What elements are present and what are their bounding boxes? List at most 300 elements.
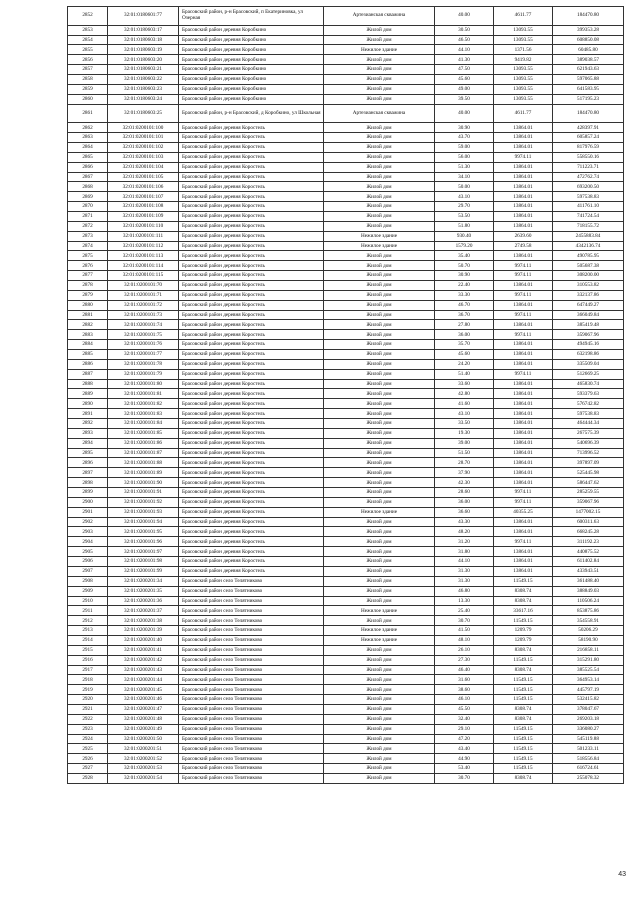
row-number-cell: 2927 bbox=[68, 764, 108, 774]
table-row bbox=[68, 596, 624, 606]
area-cell: 46.80 bbox=[435, 586, 494, 596]
cadastral-number-cell: 32:01:0200101:79 bbox=[108, 369, 179, 379]
cadastral-number-cell: 32:01:0200101:107 bbox=[108, 192, 179, 202]
address-cell: Брасовский район село Телятниково bbox=[179, 744, 324, 754]
address-cell: Брасовский район село Телятниково bbox=[179, 645, 324, 655]
cadastral-number-cell: 32:01:0200101:81 bbox=[108, 389, 179, 399]
table-row bbox=[68, 714, 624, 724]
address-cell: Брасовский район деревня Коростель bbox=[179, 557, 324, 567]
object-type-cell: Жилой дом bbox=[324, 340, 435, 350]
cadastral-value-cell: 517195.23 bbox=[553, 94, 624, 104]
row-number-cell: 2901 bbox=[68, 507, 108, 517]
cadastral-number-cell: 32:01:0200101:78 bbox=[108, 359, 179, 369]
address-cell: Брасовский район деревня Коростель bbox=[179, 350, 324, 360]
row-number-cell: 2892 bbox=[68, 419, 108, 429]
unit-value-cell: 11549.15 bbox=[494, 764, 553, 774]
cadastral-value-cell: 505687.38 bbox=[553, 261, 624, 271]
address-cell: Брасовский район деревня Коростель bbox=[179, 192, 324, 202]
row-number-cell: 2881 bbox=[68, 310, 108, 320]
area-cell: 59.00 bbox=[435, 142, 494, 152]
row-number-cell: 2912 bbox=[68, 616, 108, 626]
address-cell: Брасовский район, р-н Брасовский, п Екатериновка, ул Озерная bbox=[179, 7, 324, 26]
cadastral-value-cell: 364953.14 bbox=[553, 675, 624, 685]
unit-value-cell: 13864.01 bbox=[494, 389, 553, 399]
unit-value-cell: 13864.01 bbox=[494, 458, 553, 468]
row-number-cell: 2895 bbox=[68, 448, 108, 458]
cadastral-value-cell: 597065.88 bbox=[553, 74, 624, 84]
table-row bbox=[68, 764, 624, 774]
object-type-cell: Жилой дом bbox=[324, 84, 435, 94]
row-number-cell: 2870 bbox=[68, 202, 108, 212]
cadastral-number-cell: 32:01:0200101:73 bbox=[108, 310, 179, 320]
unit-value-cell: 13864.01 bbox=[494, 547, 553, 557]
address-cell: Брасовский район село Телятниково bbox=[179, 655, 324, 665]
address-cell: Брасовский район деревня Коростель bbox=[179, 409, 324, 419]
table-row bbox=[68, 241, 624, 251]
row-number-cell: 2867 bbox=[68, 172, 108, 182]
address-cell: Брасовский район село Телятниково bbox=[179, 606, 324, 616]
row-number-cell: 2924 bbox=[68, 734, 108, 744]
cadastral-value-cell: 512669.25 bbox=[553, 369, 624, 379]
unit-value-cell: 13093.55 bbox=[494, 84, 553, 94]
object-type-cell: Артезианская скважина bbox=[324, 104, 435, 123]
table-row bbox=[68, 734, 624, 744]
unit-value-cell: 1209.79 bbox=[494, 626, 553, 636]
table-row bbox=[68, 162, 624, 172]
cadastral-number-cell: 32:01:0200101:85 bbox=[108, 428, 179, 438]
address-cell: Брасовский район деревня Коробкино bbox=[179, 84, 324, 94]
cadastral-value-cell: 608850.08 bbox=[553, 35, 624, 45]
area-cell: 27.80 bbox=[435, 320, 494, 330]
cadastral-value-cell: 853875.86 bbox=[553, 606, 624, 616]
area-cell: 33.50 bbox=[435, 419, 494, 429]
address-cell: Брасовский район деревня Коростель bbox=[179, 202, 324, 212]
object-type-cell: Жилой дом bbox=[324, 211, 435, 221]
address-cell: Брасовский район деревня Коробкино bbox=[179, 74, 324, 84]
unit-value-cell: 11549.15 bbox=[494, 685, 553, 695]
row-number-cell: 2899 bbox=[68, 488, 108, 498]
object-type-cell: Жилой дом bbox=[324, 359, 435, 369]
cadastral-value-cell: 310553.82 bbox=[553, 281, 624, 291]
object-type-cell: Жилой дом bbox=[324, 399, 435, 409]
cadastral-value-cell: 464444.34 bbox=[553, 419, 624, 429]
unit-value-cell: 9974.11 bbox=[494, 488, 553, 498]
object-type-cell: Нежилое здание bbox=[324, 606, 435, 616]
address-cell: Брасовский район деревня Коростель bbox=[179, 271, 324, 281]
address-cell: Брасовский район село Телятниково bbox=[179, 626, 324, 636]
unit-value-cell: 11549.15 bbox=[494, 616, 553, 626]
table-row bbox=[68, 261, 624, 271]
table-row bbox=[68, 635, 624, 645]
area-cell: 45.60 bbox=[435, 350, 494, 360]
unit-value-cell: 13864.01 bbox=[494, 133, 553, 143]
unit-value-cell: 13864.01 bbox=[494, 221, 553, 231]
table-row bbox=[68, 537, 624, 547]
unit-value-cell: 8308.74 bbox=[494, 596, 553, 606]
object-type-cell: Жилой дом bbox=[324, 25, 435, 35]
row-number-cell: 2882 bbox=[68, 320, 108, 330]
cadastral-value-cell: 311192.23 bbox=[553, 537, 624, 547]
cadastral-value-cell: 490785.95 bbox=[553, 251, 624, 261]
area-cell: 30.70 bbox=[435, 616, 494, 626]
cadastral-value-cell: 621943.63 bbox=[553, 65, 624, 75]
table-row bbox=[68, 271, 624, 281]
table-row bbox=[68, 517, 624, 527]
cadastral-value-cell: 713996.52 bbox=[553, 448, 624, 458]
area-cell: 30.50 bbox=[435, 25, 494, 35]
area-cell: 32.40 bbox=[435, 714, 494, 724]
unit-value-cell: 13864.01 bbox=[494, 340, 553, 350]
cadastral-value-cell: 60485.80 bbox=[553, 45, 624, 55]
unit-value-cell: 13864.01 bbox=[494, 517, 553, 527]
unit-value-cell: 13864.01 bbox=[494, 478, 553, 488]
table-row bbox=[68, 330, 624, 340]
cadastral-number-cell: 32:01:0200101:82 bbox=[108, 399, 179, 409]
object-type-cell: Жилой дом bbox=[324, 162, 435, 172]
area-cell: 930.40 bbox=[435, 231, 494, 241]
table-row bbox=[68, 468, 624, 478]
table-row bbox=[68, 172, 624, 182]
unit-value-cell: 4611.77 bbox=[494, 104, 553, 123]
address-cell: Брасовский район деревня Коробкино bbox=[179, 25, 324, 35]
object-type-cell: Жилой дом bbox=[324, 685, 435, 695]
cadastral-value-cell: 600311.63 bbox=[553, 517, 624, 527]
unit-value-cell: 11549.15 bbox=[494, 695, 553, 705]
unit-value-cell: 33617.16 bbox=[494, 606, 553, 616]
unit-value-cell: 9974.11 bbox=[494, 152, 553, 162]
object-type-cell: Жилой дом bbox=[324, 65, 435, 75]
area-cell: 28.60 bbox=[435, 488, 494, 498]
row-number-cell: 2897 bbox=[68, 468, 108, 478]
row-number-cell: 2873 bbox=[68, 231, 108, 241]
row-number-cell: 2893 bbox=[68, 428, 108, 438]
object-type-cell: Жилой дом bbox=[324, 74, 435, 84]
address-cell: Брасовский район село Телятниково bbox=[179, 724, 324, 734]
cadastral-number-cell: 32:01:0180601:77 bbox=[108, 7, 179, 26]
row-number-cell: 2862 bbox=[68, 123, 108, 133]
object-type-cell: Жилой дом bbox=[324, 330, 435, 340]
unit-value-cell: 11549.15 bbox=[494, 675, 553, 685]
cadastral-number-cell: 32:01:0200201:54 bbox=[108, 773, 179, 783]
cadastral-value-cell: 308200.00 bbox=[553, 271, 624, 281]
object-type-cell: Жилой дом bbox=[324, 744, 435, 754]
object-type-cell: Жилой дом bbox=[324, 557, 435, 567]
area-cell: 36.00 bbox=[435, 497, 494, 507]
row-number-cell: 2861 bbox=[68, 104, 108, 123]
area-cell: 27.30 bbox=[435, 655, 494, 665]
cadastral-value-cell: 388849.03 bbox=[553, 586, 624, 596]
object-type-cell: Жилой дом bbox=[324, 645, 435, 655]
object-type-cell: Жилой дом bbox=[324, 369, 435, 379]
cadastral-number-cell: 32:01:0200201:36 bbox=[108, 596, 179, 606]
row-number-cell: 2885 bbox=[68, 350, 108, 360]
area-cell: 38.60 bbox=[435, 685, 494, 695]
cadastral-number-cell: 32:01:0200101:75 bbox=[108, 330, 179, 340]
address-cell: Брасовский район село Телятниково bbox=[179, 685, 324, 695]
address-cell: Брасовский район деревня Коростель bbox=[179, 478, 324, 488]
address-cell: Брасовский район деревня Коростель bbox=[179, 537, 324, 547]
address-cell: Брасовский район деревня Коростель bbox=[179, 389, 324, 399]
cadastral-number-cell: 32:01:0200201:43 bbox=[108, 665, 179, 675]
table-row bbox=[68, 675, 624, 685]
object-type-cell: Жилой дом bbox=[324, 379, 435, 389]
cadastral-value-cell: 359067.96 bbox=[553, 330, 624, 340]
table-row bbox=[68, 724, 624, 734]
table-row bbox=[68, 45, 624, 55]
cadastral-number-cell: 32:01:0200201:49 bbox=[108, 724, 179, 734]
address-cell: Брасовский район деревня Коростель bbox=[179, 211, 324, 221]
table-row bbox=[68, 566, 624, 576]
table-row bbox=[68, 547, 624, 557]
cadastral-number-cell: 32:01:0200201:52 bbox=[108, 754, 179, 764]
object-type-cell: Жилой дом bbox=[324, 566, 435, 576]
unit-value-cell: 13864.01 bbox=[494, 320, 553, 330]
address-cell: Брасовский район деревня Коростель bbox=[179, 448, 324, 458]
row-number-cell: 2856 bbox=[68, 55, 108, 65]
address-cell: Брасовский район деревня Коростель bbox=[179, 330, 324, 340]
cadastral-number-cell: 32:01:0200201:51 bbox=[108, 744, 179, 754]
area-cell: 31.60 bbox=[435, 675, 494, 685]
cadastral-value-cell: 255078.32 bbox=[553, 773, 624, 783]
object-type-cell: Жилой дом bbox=[324, 458, 435, 468]
address-cell: Брасовский район деревня Коростель bbox=[179, 221, 324, 231]
area-cell: 47.20 bbox=[435, 734, 494, 744]
area-cell: 29.10 bbox=[435, 724, 494, 734]
area-cell: 43.40 bbox=[435, 744, 494, 754]
cadastral-value-cell: 389038.57 bbox=[553, 55, 624, 65]
table-row bbox=[68, 300, 624, 310]
address-cell: Брасовский район деревня Коростель bbox=[179, 428, 324, 438]
cadastral-value-cell: 597538.83 bbox=[553, 192, 624, 202]
unit-value-cell: 13864.01 bbox=[494, 350, 553, 360]
cadastral-number-cell: 32:01:0200201:37 bbox=[108, 606, 179, 616]
area-cell: 44.10 bbox=[435, 45, 494, 55]
cadastral-value-cell: 385525.54 bbox=[553, 665, 624, 675]
object-type-cell: Жилой дом bbox=[324, 192, 435, 202]
address-cell: Брасовский район деревня Коростель bbox=[179, 241, 324, 251]
object-type-cell: Жилой дом bbox=[324, 94, 435, 104]
address-cell: Брасовский район село Телятниково bbox=[179, 576, 324, 586]
object-type-cell: Жилой дом bbox=[324, 655, 435, 665]
unit-value-cell: 13864.01 bbox=[494, 142, 553, 152]
row-number-cell: 2891 bbox=[68, 409, 108, 419]
table-row bbox=[68, 55, 624, 65]
unit-value-cell: 1371.56 bbox=[494, 45, 553, 55]
unit-value-cell: 13864.01 bbox=[494, 281, 553, 291]
unit-value-cell: 8308.74 bbox=[494, 586, 553, 596]
row-number-cell: 2922 bbox=[68, 714, 108, 724]
unit-value-cell: 9974.11 bbox=[494, 310, 553, 320]
cadastral-value-cell: 216858.11 bbox=[553, 645, 624, 655]
object-type-cell: Жилой дом bbox=[324, 202, 435, 212]
address-cell: Брасовский район деревня Коробкино bbox=[179, 94, 324, 104]
area-cell: 41.30 bbox=[435, 55, 494, 65]
area-cell: 39.50 bbox=[435, 94, 494, 104]
cadastral-number-cell: 32:01:0200101:113 bbox=[108, 251, 179, 261]
table-row bbox=[68, 133, 624, 143]
object-type-cell: Жилой дом bbox=[324, 123, 435, 133]
row-number-cell: 2857 bbox=[68, 65, 108, 75]
area-cell: 46.50 bbox=[435, 35, 494, 45]
row-number-cell: 2880 bbox=[68, 300, 108, 310]
table-row bbox=[68, 104, 624, 123]
cadastral-number-cell: 32:01:0200101:111 bbox=[108, 231, 179, 241]
address-cell: Брасовский район деревня Коростель bbox=[179, 468, 324, 478]
cadastral-value-cell: 433943.51 bbox=[553, 566, 624, 576]
object-type-cell: Нежилое здание bbox=[324, 241, 435, 251]
table-row bbox=[68, 192, 624, 202]
object-type-cell: Жилой дом bbox=[324, 527, 435, 537]
cadastral-value-cell: 494945.16 bbox=[553, 340, 624, 350]
cadastral-number-cell: 32:01:0200101:87 bbox=[108, 448, 179, 458]
unit-value-cell: 13864.01 bbox=[494, 438, 553, 448]
table-row bbox=[68, 606, 624, 616]
address-cell: Брасовский район деревня Коростель bbox=[179, 182, 324, 192]
address-cell: Брасовский район деревня Коростель bbox=[179, 172, 324, 182]
row-number-cell: 2904 bbox=[68, 537, 108, 547]
table-row bbox=[68, 695, 624, 705]
area-cell: 51.50 bbox=[435, 448, 494, 458]
unit-value-cell: 13864.01 bbox=[494, 399, 553, 409]
cadastral-value-cell: 445797.19 bbox=[553, 685, 624, 695]
address-cell: Брасовский район деревня Коростель bbox=[179, 438, 324, 448]
object-type-cell: Нежилое здание bbox=[324, 635, 435, 645]
area-cell: 33.30 bbox=[435, 290, 494, 300]
row-number-cell: 2919 bbox=[68, 685, 108, 695]
cadastral-value-cell: 397897.09 bbox=[553, 458, 624, 468]
cadastral-value-cell: 605857.24 bbox=[553, 133, 624, 143]
cadastral-number-cell: 32:01:0200101:89 bbox=[108, 468, 179, 478]
cadastral-number-cell: 32:01:0200201:47 bbox=[108, 704, 179, 714]
table-row bbox=[68, 310, 624, 320]
cadastral-number-cell: 32:01:0200101:80 bbox=[108, 379, 179, 389]
unit-value-cell: 11549.15 bbox=[494, 744, 553, 754]
unit-value-cell: 8308.74 bbox=[494, 704, 553, 714]
area-cell: 41.60 bbox=[435, 399, 494, 409]
cadastral-value-cell: 354558.91 bbox=[553, 616, 624, 626]
cadastral-number-cell: 32:01:0180603:25 bbox=[108, 104, 179, 123]
table-row bbox=[68, 340, 624, 350]
table-row bbox=[68, 182, 624, 192]
table-row bbox=[68, 290, 624, 300]
row-number-cell: 2920 bbox=[68, 695, 108, 705]
cadastral-number-cell: 32:01:0180603:20 bbox=[108, 55, 179, 65]
area-cell: 34.10 bbox=[435, 172, 494, 182]
address-cell: Брасовский район деревня Коробкино bbox=[179, 45, 324, 55]
cadastral-value-cell: 718155.72 bbox=[553, 221, 624, 231]
unit-value-cell: 13864.01 bbox=[494, 162, 553, 172]
unit-value-cell: 13864.01 bbox=[494, 359, 553, 369]
unit-value-cell: 13864.01 bbox=[494, 300, 553, 310]
row-number-cell: 2914 bbox=[68, 635, 108, 645]
area-cell: 35.70 bbox=[435, 340, 494, 350]
object-type-cell: Жилой дом bbox=[324, 448, 435, 458]
area-cell: 40.00 bbox=[435, 7, 494, 26]
unit-value-cell: 9419.82 bbox=[494, 55, 553, 65]
cadastral-number-cell: 32:01:0200101:100 bbox=[108, 123, 179, 133]
address-cell: Брасовский район деревня Коростель bbox=[179, 300, 324, 310]
area-cell: 33.60 bbox=[435, 379, 494, 389]
table-row bbox=[68, 142, 624, 152]
address-cell: Брасовский район село Телятниково bbox=[179, 665, 324, 675]
address-cell: Брасовский район деревня Коростель bbox=[179, 359, 324, 369]
object-type-cell: Жилой дом bbox=[324, 409, 435, 419]
unit-value-cell: 13864.01 bbox=[494, 211, 553, 221]
cadastral-number-cell: 32:01:0200101:86 bbox=[108, 438, 179, 448]
address-cell: Брасовский район деревня Коростель bbox=[179, 497, 324, 507]
row-number-cell: 2869 bbox=[68, 192, 108, 202]
unit-value-cell: 13864.01 bbox=[494, 527, 553, 537]
row-number-cell: 2878 bbox=[68, 281, 108, 291]
cadastral-number-cell: 32:01:0200201:41 bbox=[108, 645, 179, 655]
cadastral-number-cell: 32:01:0200101:95 bbox=[108, 527, 179, 537]
property-table bbox=[67, 6, 624, 784]
cadastral-value-cell: 335509.04 bbox=[553, 359, 624, 369]
table-row bbox=[68, 94, 624, 104]
address-cell: Брасовский район село Телятниково bbox=[179, 773, 324, 783]
cadastral-value-cell: 2455883.84 bbox=[553, 231, 624, 241]
cadastral-number-cell: 32:01:0200101:108 bbox=[108, 202, 179, 212]
address-cell: Брасовский район деревня Коростель bbox=[179, 310, 324, 320]
area-cell: 51.80 bbox=[435, 221, 494, 231]
area-cell: 41.50 bbox=[435, 626, 494, 636]
cadastral-value-cell: 611402.84 bbox=[553, 557, 624, 567]
unit-value-cell: 13864.01 bbox=[494, 557, 553, 567]
area-cell: 31.30 bbox=[435, 576, 494, 586]
address-cell: Брасовский район село Телятниково bbox=[179, 754, 324, 764]
object-type-cell: Жилой дом bbox=[324, 35, 435, 45]
row-number-cell: 2907 bbox=[68, 566, 108, 576]
area-cell: 31.80 bbox=[435, 547, 494, 557]
row-number-cell: 2913 bbox=[68, 626, 108, 636]
cadastral-value-cell: 269203.18 bbox=[553, 714, 624, 724]
unit-value-cell: 13864.01 bbox=[494, 251, 553, 261]
cadastral-value-cell: 58190.90 bbox=[553, 635, 624, 645]
unit-value-cell: 9974.11 bbox=[494, 330, 553, 340]
area-cell: 44.90 bbox=[435, 754, 494, 764]
row-number-cell: 2905 bbox=[68, 547, 108, 557]
address-cell: Брасовский район деревня Коростель bbox=[179, 123, 324, 133]
area-cell: 53.40 bbox=[435, 764, 494, 774]
cadastral-number-cell: 32:01:0200101:77 bbox=[108, 350, 179, 360]
row-number-cell: 2918 bbox=[68, 675, 108, 685]
row-number-cell: 2888 bbox=[68, 379, 108, 389]
table-row bbox=[68, 379, 624, 389]
address-cell: Брасовский район село Телятниково bbox=[179, 586, 324, 596]
unit-value-cell: 13093.55 bbox=[494, 25, 553, 35]
object-type-cell: Жилой дом bbox=[324, 172, 435, 182]
object-type-cell: Жилой дом bbox=[324, 714, 435, 724]
cadastral-value-cell: 518556.84 bbox=[553, 754, 624, 764]
cadastral-number-cell: 32:01:0200201:45 bbox=[108, 685, 179, 695]
area-cell: 56.00 bbox=[435, 152, 494, 162]
unit-value-cell: 13864.01 bbox=[494, 409, 553, 419]
table-row bbox=[68, 655, 624, 665]
area-cell: 42.30 bbox=[435, 478, 494, 488]
cadastral-value-cell: 267575.39 bbox=[553, 428, 624, 438]
row-number-cell: 2894 bbox=[68, 438, 108, 448]
table-row bbox=[68, 350, 624, 360]
cadastral-number-cell: 32:01:0200101:115 bbox=[108, 271, 179, 281]
cadastral-value-cell: 576742.82 bbox=[553, 399, 624, 409]
table-row bbox=[68, 773, 624, 783]
object-type-cell: Жилой дом bbox=[324, 586, 435, 596]
table-row bbox=[68, 744, 624, 754]
cadastral-value-cell: 332137.86 bbox=[553, 290, 624, 300]
cadastral-value-cell: 411761.10 bbox=[553, 202, 624, 212]
address-cell: Брасовский район деревня Коростель bbox=[179, 507, 324, 517]
area-cell: 50.70 bbox=[435, 261, 494, 271]
